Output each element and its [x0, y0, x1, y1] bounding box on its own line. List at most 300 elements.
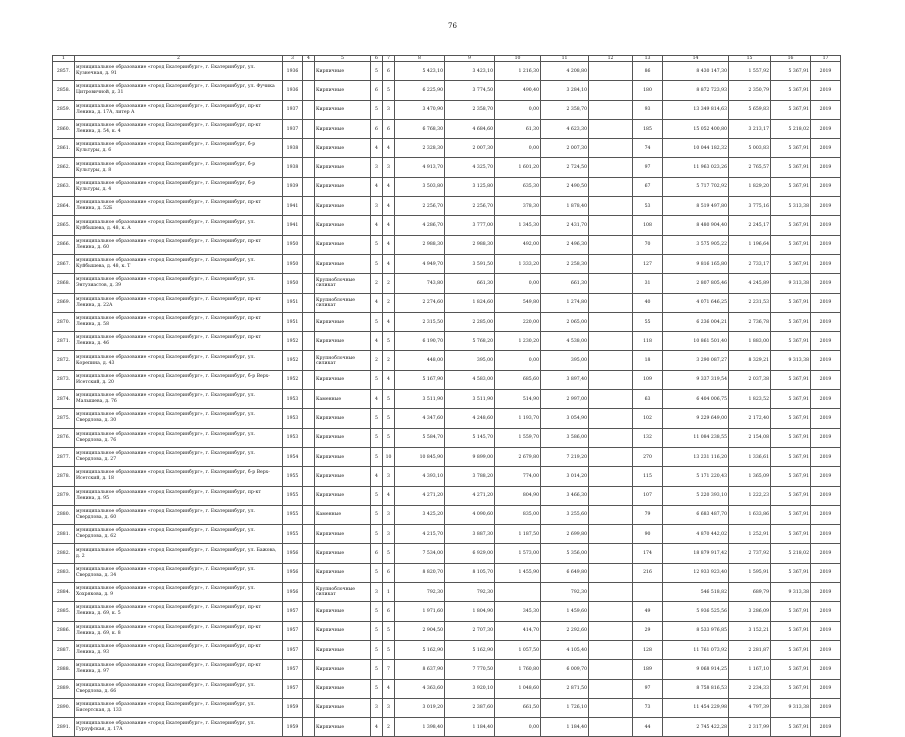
wall-material: Кирпичные: [315, 62, 371, 81]
wall-material: Кирпичные: [315, 563, 371, 582]
area-premises: 3 511,90: [445, 390, 495, 409]
total-area: 4 363,60: [395, 679, 445, 698]
area-nonresidential: 661,50: [495, 698, 541, 717]
column-number-6: 6: [371, 56, 383, 62]
limit-cost: 9 313,38: [771, 274, 811, 293]
plan-year: 2019: [811, 505, 841, 524]
residents: 44: [633, 718, 663, 737]
row-number: 2871.: [53, 332, 75, 351]
wall-material: Кирпичные: [315, 119, 371, 138]
plan-year: 2019: [811, 428, 841, 447]
cost-per-sqm: 2 281,87: [729, 640, 771, 659]
floors: 6: [371, 544, 383, 563]
plan-year: 2019: [811, 254, 841, 273]
area-residential: 1 459,60: [541, 602, 589, 621]
table-row: [53, 486, 841, 505]
area-premises: 4 684,60: [445, 119, 495, 138]
housing-table: [52, 55, 841, 737]
table-row: [53, 525, 841, 544]
row-number: 2868.: [53, 274, 75, 293]
total-area: 792,30: [395, 583, 445, 602]
residents: 115: [633, 467, 663, 486]
wall-material: Кирпичные: [315, 447, 371, 466]
cost-per-sqm: 4 797,39: [729, 698, 771, 717]
repair-cost: 5 171 220,43: [663, 467, 729, 486]
total-area: 2 315,50: [395, 312, 445, 331]
floors: 3: [371, 158, 383, 177]
area-residential: 792,30: [541, 583, 589, 602]
build-year: 1951: [283, 312, 303, 331]
area-premises: 2 256,70: [445, 197, 495, 216]
area-residential: 6 009,70: [541, 660, 589, 679]
floors: 5: [371, 312, 383, 331]
address: муниципальное образование «город Екатеринбург», г. Екатеринбург, б-р Верх-Исетский, д. 20: [75, 370, 283, 389]
row-number: 2890.: [53, 698, 75, 717]
limit-cost: 5 367,91: [771, 447, 811, 466]
row-number: 2885.: [53, 602, 75, 621]
empty-col-12: [589, 621, 633, 640]
cost-per-sqm: 1 167,10: [729, 660, 771, 679]
area-premises: 4 325,70: [445, 158, 495, 177]
area-premises: 2 285,00: [445, 312, 495, 331]
address: муниципальное образование «город Екатеринбург», г. Екатеринбург, пр-кт Ленина, д. 69, к. 8: [75, 621, 283, 640]
wall-material: Кирпичные: [315, 332, 371, 351]
empty-col: [303, 583, 315, 602]
address: муниципальное образование «город Екатеринбург», г. Екатеринбург, ул. Свердлова, д. 30: [75, 409, 283, 428]
column-number-12: 12: [589, 56, 633, 62]
wall-material: Крупноблочные силикат: [315, 293, 371, 312]
empty-col-12: [589, 197, 633, 216]
residents: 102: [633, 409, 663, 428]
residents: 118: [633, 332, 663, 351]
empty-col: [303, 177, 315, 196]
row-number: 2883.: [53, 563, 75, 582]
wall-material: Крупноблочные силикат: [315, 274, 371, 293]
area-nonresidential: 1 760,80: [495, 660, 541, 679]
column-number-3: 3: [283, 56, 303, 62]
total-area: 5 423,10: [395, 62, 445, 81]
entrances: 4: [383, 370, 395, 389]
empty-col: [303, 370, 315, 389]
row-number: 2863.: [53, 177, 75, 196]
limit-cost: 5 367,91: [771, 640, 811, 659]
cost-per-sqm: 1 196,64: [729, 235, 771, 254]
total-area: 1 398,40: [395, 718, 445, 737]
area-residential: 4 623,30: [541, 119, 589, 138]
empty-col: [303, 390, 315, 409]
table-row: [53, 660, 841, 679]
entrances: 4: [383, 679, 395, 698]
residents: 109: [633, 370, 663, 389]
table-row: [53, 390, 841, 409]
address: муниципальное образование «город Екатеринбург», г. Екатеринбург, пр-кт Ленина, д. 93: [75, 640, 283, 659]
build-year: 1936: [283, 62, 303, 81]
build-year: 1953: [283, 409, 303, 428]
repair-cost: 8 758 816,53: [663, 679, 729, 698]
repair-cost: 9 068 914,25: [663, 660, 729, 679]
area-nonresidential: 490,40: [495, 81, 541, 100]
limit-cost: 5 367,91: [771, 602, 811, 621]
area-premises: 5 162,90: [445, 640, 495, 659]
row-number: 2870.: [53, 312, 75, 331]
area-nonresidential: 1 345,30: [495, 216, 541, 235]
area-residential: 3 284,10: [541, 81, 589, 100]
address: муниципальное образование «город Екатеринбург», г. Екатеринбург, ул. Корепина, д. 43: [75, 351, 283, 370]
total-area: 2 274,60: [395, 293, 445, 312]
table-row: [53, 447, 841, 466]
entrances: 3: [383, 698, 395, 717]
column-number-2: 2: [75, 56, 283, 62]
table-row: [53, 81, 841, 100]
build-year: 1956: [283, 544, 303, 563]
row-number: 2857.: [53, 62, 75, 81]
plan-year: 2019: [811, 583, 841, 602]
area-residential: 1 726,10: [541, 698, 589, 717]
residents: [633, 583, 663, 602]
repair-cost: 5 220 393,10: [663, 486, 729, 505]
floors: 4: [371, 467, 383, 486]
empty-col: [303, 293, 315, 312]
area-premises: 1 804,90: [445, 602, 495, 621]
empty-col: [303, 467, 315, 486]
empty-col-12: [589, 409, 633, 428]
cost-per-sqm: 5 003,83: [729, 139, 771, 158]
area-residential: 4 208,80: [541, 62, 589, 81]
repair-cost: 4 071 646,25: [663, 293, 729, 312]
plan-year: 2019: [811, 216, 841, 235]
address: муниципальное образование «город Екатеринбург», г. Екатеринбург, ул. Кузнечная, д. 91: [75, 62, 283, 81]
entrances: 5: [383, 81, 395, 100]
table-row: [53, 698, 841, 717]
wall-material: Кирпичные: [315, 525, 371, 544]
build-year: 1950: [283, 254, 303, 273]
area-residential: 3 466,30: [541, 486, 589, 505]
entrances: 4: [383, 235, 395, 254]
build-year: 1952: [283, 370, 303, 389]
total-area: 2 256,70: [395, 197, 445, 216]
area-residential: 3 586,00: [541, 428, 589, 447]
area-premises: 2 707,30: [445, 621, 495, 640]
cost-per-sqm: 2 234,33: [729, 679, 771, 698]
cost-per-sqm: 3 286,09: [729, 602, 771, 621]
residents: 79: [633, 505, 663, 524]
empty-col: [303, 119, 315, 138]
empty-col-12: [589, 563, 633, 582]
plan-year: 2019: [811, 447, 841, 466]
build-year: 1959: [283, 698, 303, 717]
floors: 6: [371, 81, 383, 100]
build-year: 1955: [283, 486, 303, 505]
empty-col-12: [589, 428, 633, 447]
area-residential: 2 065,00: [541, 312, 589, 331]
column-number-15: 15: [729, 56, 771, 62]
floors: 4: [371, 332, 383, 351]
residents: 93: [633, 100, 663, 119]
cost-per-sqm: 1 222,23: [729, 486, 771, 505]
empty-col-12: [589, 119, 633, 138]
wall-material: Кирпичные: [315, 139, 371, 158]
repair-cost: 8 430 147,30: [663, 62, 729, 81]
area-residential: 3 054,90: [541, 409, 589, 428]
area-residential: 3 014,20: [541, 467, 589, 486]
area-premises: 3 887,30: [445, 525, 495, 544]
column-number-14: 14: [663, 56, 729, 62]
address: муниципальное образование «город Екатеринбург», г. Екатеринбург, ул. Куйбышева, д. 48, к. А: [75, 216, 283, 235]
total-area: 2 988,30: [395, 235, 445, 254]
empty-col: [303, 602, 315, 621]
table-row: [53, 254, 841, 273]
plan-year: 2019: [811, 718, 841, 737]
empty-col: [303, 216, 315, 235]
address: муниципальное образование «город Екатеринбург», г. Екатеринбург, ул. Гурзуфская, д. 17А: [75, 718, 283, 737]
row-number: 2876.: [53, 428, 75, 447]
area-nonresidential: 514,90: [495, 390, 541, 409]
area-residential: 2 724,50: [541, 158, 589, 177]
residents: 40: [633, 293, 663, 312]
floors: 5: [371, 505, 383, 524]
repair-cost: 3 575 905,22: [663, 235, 729, 254]
row-number: 2877.: [53, 447, 75, 466]
empty-col: [303, 718, 315, 737]
area-premises: 3 591,50: [445, 254, 495, 273]
page-number: 76: [448, 22, 457, 30]
column-number-16: 16: [771, 56, 811, 62]
area-premises: 8 105,70: [445, 563, 495, 582]
empty-col-12: [589, 718, 633, 737]
table-row: [53, 235, 841, 254]
floors: 2: [371, 274, 383, 293]
limit-cost: 9 313,38: [771, 698, 811, 717]
repair-cost: 11 761 073,92: [663, 640, 729, 659]
empty-col-12: [589, 235, 633, 254]
area-residential: 395,00: [541, 351, 589, 370]
empty-col: [303, 312, 315, 331]
plan-year: 2019: [811, 119, 841, 138]
wall-material: Кирпичные: [315, 177, 371, 196]
table-row: [53, 621, 841, 640]
area-residential: 2 490,50: [541, 177, 589, 196]
build-year: 1936: [283, 81, 303, 100]
limit-cost: 5 218,02: [771, 119, 811, 138]
wall-material: Каменные: [315, 390, 371, 409]
empty-col-12: [589, 640, 633, 659]
floors: 5: [371, 621, 383, 640]
total-area: 6 225,90: [395, 81, 445, 100]
entrances: 5: [383, 332, 395, 351]
empty-col: [303, 197, 315, 216]
plan-year: 2019: [811, 332, 841, 351]
residents: 185: [633, 119, 663, 138]
address: муниципальное образование «город Екатеринбург», г. Екатеринбург, пр-кт Ленина, д. 17А, литер А: [75, 100, 283, 119]
entrances: 3: [383, 100, 395, 119]
floors: 4: [371, 139, 383, 158]
repair-cost: 9 337 319,54: [663, 370, 729, 389]
table-body: [53, 62, 841, 737]
empty-col: [303, 505, 315, 524]
cost-per-sqm: 2 733,17: [729, 254, 771, 273]
empty-col: [303, 332, 315, 351]
cost-per-sqm: 2 037,38: [729, 370, 771, 389]
repair-cost: 9 816 165,80: [663, 254, 729, 273]
total-area: 4 949,70: [395, 254, 445, 273]
row-number: 2859.: [53, 100, 75, 119]
build-year: 1955: [283, 525, 303, 544]
entrances: 5: [383, 390, 395, 409]
residents: 63: [633, 390, 663, 409]
wall-material: Кирпичные: [315, 640, 371, 659]
area-residential: 2 358,70: [541, 100, 589, 119]
plan-year: 2019: [811, 158, 841, 177]
address: муниципальное образование «город Екатеринбург», г. Екатеринбург, ул. Свердлова, д. 60: [75, 505, 283, 524]
cost-per-sqm: 2 736,78: [729, 312, 771, 331]
area-residential: 4 538,00: [541, 332, 589, 351]
table-row: [53, 274, 841, 293]
residents: 97: [633, 679, 663, 698]
table-row: [53, 640, 841, 659]
empty-col-12: [589, 274, 633, 293]
cost-per-sqm: 1 883,00: [729, 332, 771, 351]
wall-material: Крупноблочные силикат: [315, 583, 371, 602]
limit-cost: 5 367,91: [771, 390, 811, 409]
table-row: [53, 293, 841, 312]
build-year: 1957: [283, 602, 303, 621]
entrances: 4: [383, 216, 395, 235]
table-row: [53, 602, 841, 621]
wall-material: Кирпичные: [315, 254, 371, 273]
empty-col-12: [589, 158, 633, 177]
plan-year: 2019: [811, 698, 841, 717]
area-premises: 9 899,00: [445, 447, 495, 466]
residents: 31: [633, 274, 663, 293]
table-row: [53, 467, 841, 486]
repair-cost: 6 404 006,75: [663, 390, 729, 409]
total-area: 3 019,20: [395, 698, 445, 717]
area-nonresidential: 0,00: [495, 718, 541, 737]
plan-year: 2019: [811, 544, 841, 563]
wall-material: Кирпичные: [315, 312, 371, 331]
column-number-17: 17: [811, 56, 841, 62]
table-row: [53, 100, 841, 119]
cost-per-sqm: 2 231,53: [729, 293, 771, 312]
residents: 86: [633, 62, 663, 81]
empty-col: [303, 139, 315, 158]
table-row: [53, 428, 841, 447]
entrances: 3: [383, 467, 395, 486]
limit-cost: 5 367,91: [771, 679, 811, 698]
address: муниципальное образование «город Екатеринбург», г. Екатеринбург, б-р Культуры, д. 8: [75, 158, 283, 177]
area-premises: 3 423,10: [445, 62, 495, 81]
floors: 2: [371, 351, 383, 370]
area-premises: 3 125,80: [445, 177, 495, 196]
entrances: 1: [383, 583, 395, 602]
floors: 5: [371, 428, 383, 447]
row-number: 2887.: [53, 640, 75, 659]
row-number: 2874.: [53, 390, 75, 409]
column-number-7: 7: [383, 56, 395, 62]
entrances: 3: [383, 505, 395, 524]
cost-per-sqm: 2 350,79: [729, 81, 771, 100]
plan-year: 2019: [811, 235, 841, 254]
total-area: 4 393,10: [395, 467, 445, 486]
area-nonresidential: [495, 583, 541, 602]
row-number: 2865.: [53, 216, 75, 235]
cost-per-sqm: 1 823,52: [729, 390, 771, 409]
area-residential: 5 356,00: [541, 544, 589, 563]
limit-cost: 5 367,91: [771, 409, 811, 428]
empty-col: [303, 621, 315, 640]
area-premises: 4 090,60: [445, 505, 495, 524]
area-nonresidential: 1 573,00: [495, 544, 541, 563]
entrances: 4: [383, 312, 395, 331]
area-premises: 1 824,60: [445, 293, 495, 312]
entrances: 5: [383, 621, 395, 640]
table-row: [53, 197, 841, 216]
address: муниципальное образование «город Екатеринбург», г. Екатеринбург, б-р Верх-Исетский, д. 18: [75, 467, 283, 486]
table-row: [53, 62, 841, 81]
area-premises: 2 988,30: [445, 235, 495, 254]
area-nonresidential: 345,30: [495, 602, 541, 621]
column-number-11: 11: [541, 56, 589, 62]
empty-col: [303, 235, 315, 254]
repair-cost: 9 229 649,00: [663, 409, 729, 428]
area-nonresidential: 1 559,70: [495, 428, 541, 447]
entrances: 4: [383, 177, 395, 196]
row-number: 2880.: [53, 505, 75, 524]
empty-col: [303, 698, 315, 717]
repair-cost: 546 518,82: [663, 583, 729, 602]
limit-cost: 5 367,91: [771, 254, 811, 273]
residents: 18: [633, 351, 663, 370]
limit-cost: 5 313,38: [771, 197, 811, 216]
cost-per-sqm: 1 595,91: [729, 563, 771, 582]
total-area: 5 167,90: [395, 370, 445, 389]
build-year: 1950: [283, 274, 303, 293]
plan-year: 2019: [811, 293, 841, 312]
repair-cost: 4 870 442,02: [663, 525, 729, 544]
area-nonresidential: 1 455,90: [495, 563, 541, 582]
empty-col-12: [589, 447, 633, 466]
repair-cost: 13 231 116,20: [663, 447, 729, 466]
cost-per-sqm: 2 317,99: [729, 718, 771, 737]
wall-material: Кирпичные: [315, 467, 371, 486]
wall-material: Кирпичные: [315, 100, 371, 119]
area-nonresidential: 635,30: [495, 177, 541, 196]
residents: 49: [633, 602, 663, 621]
build-year: 1952: [283, 351, 303, 370]
repair-cost: 5 936 525,56: [663, 602, 729, 621]
plan-year: 2019: [811, 390, 841, 409]
empty-col-12: [589, 351, 633, 370]
repair-cost: 5 717 702,92: [663, 177, 729, 196]
area-premises: 2 358,70: [445, 100, 495, 119]
address: муниципальное образование «город Екатеринбург», г. Екатеринбург, ул. Малышева, д. 76: [75, 390, 283, 409]
limit-cost: 5 367,91: [771, 100, 811, 119]
column-number-1: 1: [53, 56, 75, 62]
area-residential: 6 649,80: [541, 563, 589, 582]
cost-per-sqm: 1 633,86: [729, 505, 771, 524]
row-number: 2862.: [53, 158, 75, 177]
limit-cost: 5 367,91: [771, 158, 811, 177]
row-number: 2891.: [53, 718, 75, 737]
limit-cost: 5 367,91: [771, 81, 811, 100]
floors: 3: [371, 583, 383, 602]
build-year: 1956: [283, 583, 303, 602]
area-premises: 5 768,20: [445, 332, 495, 351]
area-residential: 1 274,80: [541, 293, 589, 312]
total-area: 7 534,00: [395, 544, 445, 563]
wall-material: Кирпичные: [315, 428, 371, 447]
table-row: [53, 505, 841, 524]
